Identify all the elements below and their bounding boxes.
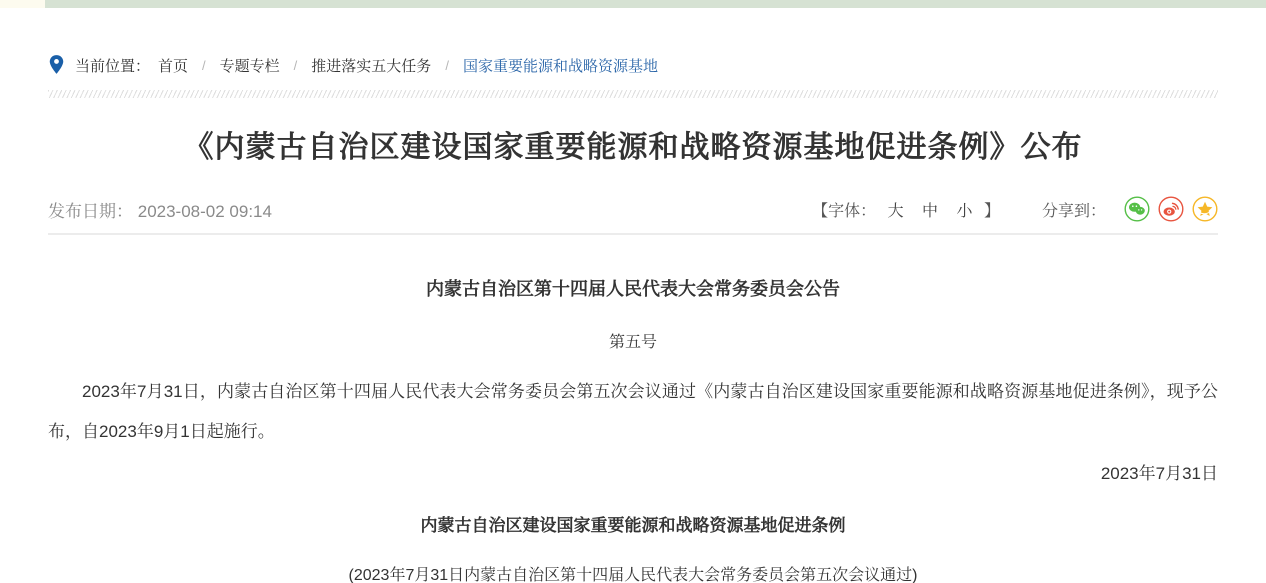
font-size-large-button[interactable]: 大 xyxy=(887,202,904,220)
breadcrumb-separator: / xyxy=(202,57,206,73)
breadcrumb-item-five-tasks[interactable]: 推进落实五大任务 xyxy=(311,57,432,75)
font-size-small-button[interactable]: 小 xyxy=(956,202,973,220)
breadcrumb-item-special-columns[interactable]: 专题专栏 xyxy=(219,57,280,75)
font-size-medium-button[interactable]: 中 xyxy=(922,202,939,220)
breadcrumb-item-energy-base[interactable]: 国家重要能源和战略资源基地 xyxy=(462,57,658,75)
share-label: 分享到： xyxy=(1041,202,1106,220)
main-content xyxy=(0,54,1266,583)
meta-divider-line xyxy=(48,233,1218,235)
breadcrumb-item-home[interactable]: 首页 xyxy=(158,57,189,75)
breadcrumb-label: 当前位置： xyxy=(75,57,151,75)
font-size-control xyxy=(812,198,1000,221)
share-qzone-icon[interactable] xyxy=(1192,196,1218,222)
location-pin-icon xyxy=(48,54,65,76)
font-size-open-bracket: 【字体： xyxy=(812,202,877,220)
breadcrumb xyxy=(48,54,1218,76)
hatched-divider xyxy=(48,90,1218,98)
announcement-paragraph: 2023年7月31日，内蒙古自治区第十四届人民代表大会常务委员会第五次会议通过《内蒙古自治区建设国家重要能源和战略资源基地促进条例》，现予公布，自2023年9月1日起施行。 xyxy=(48,382,1218,441)
top-banner-accent xyxy=(0,0,45,8)
signature-date: 2023年7月31日 xyxy=(1100,464,1218,483)
regulation-title: 内蒙古自治区建设国家重要能源和战略资源基地促进条例 xyxy=(420,516,846,535)
publish-date xyxy=(48,197,272,222)
page-title: 《内蒙古自治区建设国家重要能源和战略资源基地促进条例》公布 xyxy=(183,131,1083,164)
top-banner-strip xyxy=(0,0,1266,8)
font-size-close-bracket: 】 xyxy=(983,202,1000,220)
breadcrumb-separator: / xyxy=(445,57,449,73)
publish-date-label: 发布日期： xyxy=(48,201,133,221)
share-wechat-icon[interactable] xyxy=(1124,196,1150,222)
announcement-title: 内蒙古自治区第十四届人民代表大会常务委员会公告 xyxy=(426,279,840,299)
breadcrumb-separator: / xyxy=(293,57,298,73)
regulation-subtitle: (2023年7月31日内蒙古自治区第十四届人民代表大会常务委员会第五次会议通过) xyxy=(348,567,918,583)
share-weibo-icon[interactable] xyxy=(1158,196,1184,222)
publish-date-value: 2023-08-02 09:14 xyxy=(137,201,272,221)
announcement-number: 第五号 xyxy=(608,334,657,351)
meta-tools xyxy=(812,196,1218,222)
article-meta-bar xyxy=(48,194,1218,224)
